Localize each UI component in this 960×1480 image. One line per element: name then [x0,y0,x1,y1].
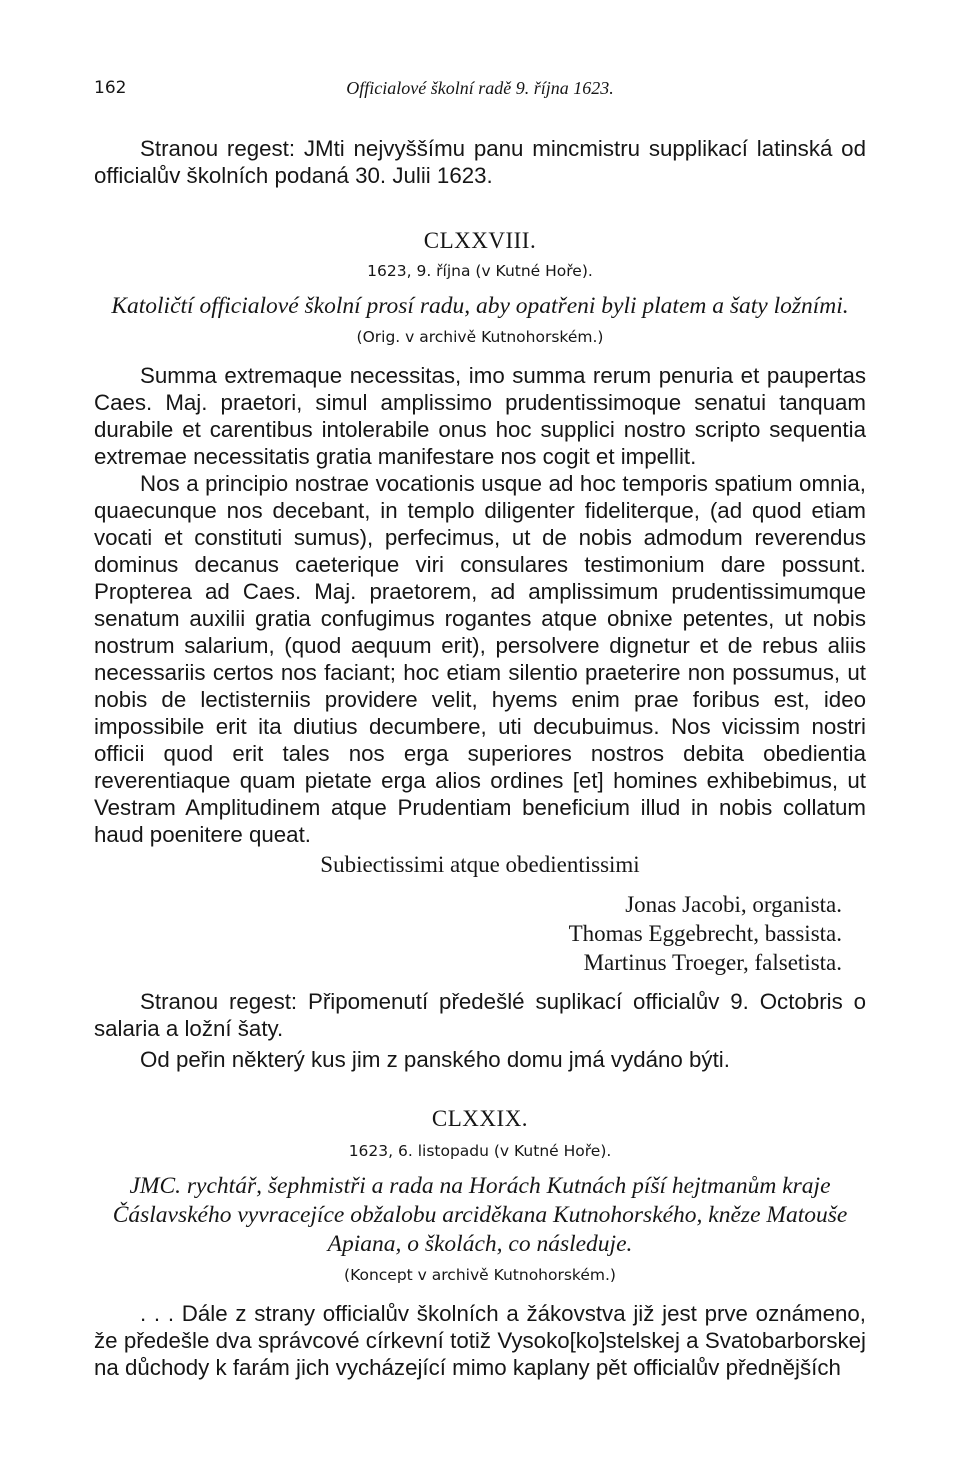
document-date: 1623, 9. října (v Kutné Hoře). [367,262,593,280]
endorsement-note: Od peřin některý kus jim z panského domu jmá vydáno býti. [140,1047,730,1072]
page-header [94,78,866,106]
body-paragraph: Summa extremaque necessitas, imo summa rerum penuria et paupertas Caes. Maj. praetori, simul amplissimo prudentissimoque senatui tanquam durabile et carentibus intolerabile onus hoc supplici nostro scripto sequentia extremae necessitatis gratia manifestare nos cogit et impellit. [94,363,866,469]
signatory: Jonas Jacobi, organista. [625,892,842,917]
document-source: (Orig. v archivě Kutnohorském.) [356,328,604,346]
document-body: . . . Dále z strany officialův školních a žákovstva již jest prve oznámeno, že předešle dva správcové církevní totiž Vysoko[ko]stelskej a Svatobarborskej na důchody k farám jich vycházející mimo kaplany pět officialův přednějších [94,1301,866,1380]
regest-note: Stranou regest: Připomenutí předešlé suplikací officialův 9. Octobris o salaria a ložní šaty. [94,989,866,1041]
document-number: CLXXIX. [431,1106,529,1131]
document-number: CLXXVIII. [423,228,537,253]
regest-note: Stranou regest: JMti nejvyššímu panu mincmistru supplikací latinská od officialův školních podaná 30. Julii 1623. [94,136,866,188]
running-head: Officialové školní radě 9. října 1623. [346,78,614,98]
document-title: Katoličtí officialové školní prosí radu, aby opatřeni byli platem a šaty ložními. [111,293,849,319]
closing-formula: Subiectissimi atque obedientissimi [320,852,640,877]
signature-block [94,890,842,977]
document-title: JMC. rychtář, šephmistři a rada na Horách Kutnách píší hejtmanům kraje Čáslavského vyvracejíce obžalobu arciděkana Kutnohorského, kněze Matouše Apiana, o školách, co následuje. [112,1173,848,1257]
signatory: Thomas Eggebrecht, bassista. [568,921,842,946]
signatory: Martinus Troeger, falsetista. [583,950,842,975]
document-body [94,362,866,848]
document-date: 1623, 6. listopadu (v Kutné Hoře). [348,1142,612,1160]
page-number: 162 [94,78,127,98]
body-paragraph: Nos a principio nostrae vocationis usque ad hoc temporis spatium omnia, quaecunque nos decebant, in templo diligenter fideliterque, (ad quod etiam vocati et constituti sumus), perfecimus, ut de nobis admodum reverendus dominus decanus caeterique viri consulares testimonium dare possunt. Propterea ad Caes. Maj. praetorem, ad amplissimum prudentissimumque senatum auxilii gratia confugimus rogantes atque obnixe petentes, ut nobis nostrum salarium, (quod aequum erit), persolvere dignetur et de rebus aliis necessariis certos nos faciant; hoc etiam silentio praeterire non possumus, ut nobis de lectisterniis providere velit, hyems enim prae foribus est, ideo impossibile erit ita diutius decumbere, uti decubuimus. Nos vicissim nostri officii quod erit tales nos erga superiores nostros debita obedientia reverentiaque quam pietate erga alios ordines [et] homines exhibebimus, ut Vestram Amplitudinem atque Prudentiam beneficium illud in nobis collatum haud poenitere queat. [94,471,866,847]
document-source: (Koncept v archivě Kutnohorském.) [344,1266,616,1284]
